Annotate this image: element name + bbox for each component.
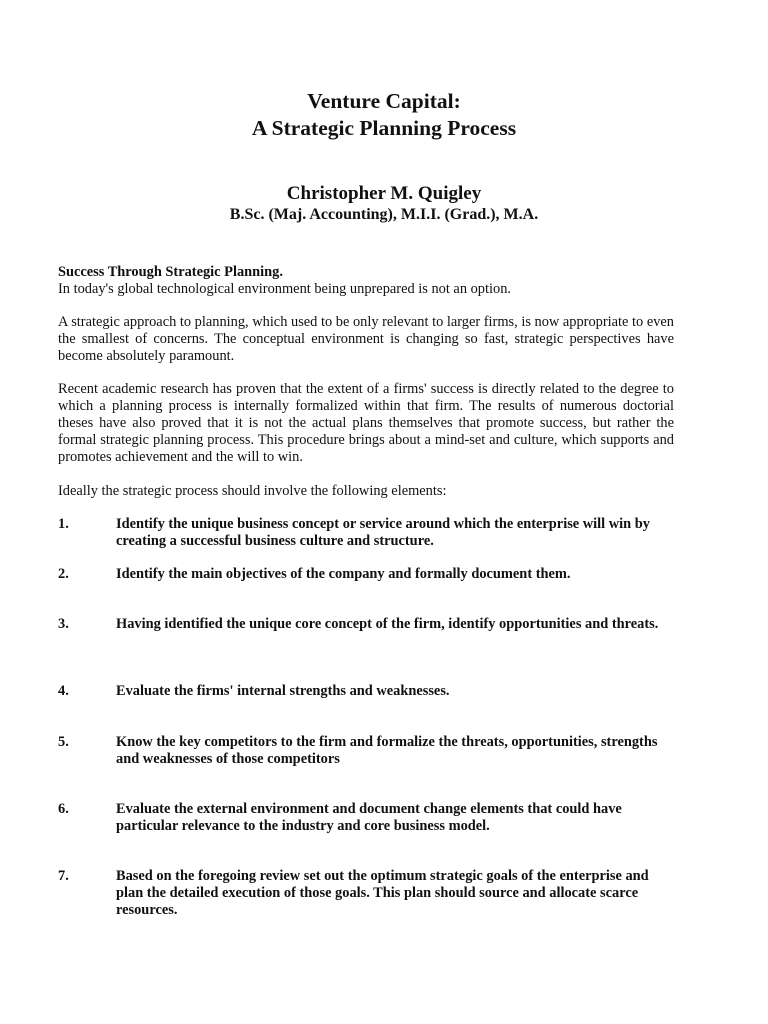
list-item-number: 1. [58, 516, 69, 532]
list-intro: Ideally the strategic process should involve the following elements: [58, 483, 447, 499]
intro-block [58, 264, 674, 298]
list-item-number: 2. [58, 566, 69, 582]
list-item-number: 6. [58, 801, 69, 817]
document-title-line2: A Strategic Planning Process [251, 116, 517, 140]
list-item-number: 3. [58, 616, 69, 632]
paragraph-2: Recent academic research has proven that the extent of a firms' success is directly related to the degree to which a planning process is internally formalized within that firm. The results of numerous doctorial theses have also proved that it is not the actual plans themselves that promote success, but rather the formal strategic planning process. This procedure brings about a mind-set and culture, which supports and promotes achievement and the will to win. [58, 381, 674, 465]
list-item-text: Evaluate the firms' internal strengths and weaknesses. [116, 683, 450, 699]
intro-text: In today's global technological environment being unprepared is not an option. [58, 281, 511, 297]
list-item-number: 5. [58, 734, 69, 750]
list-item-text: Identify the unique business concept or service around which the enterprise will win by creating a successful business culture and structure. [116, 516, 650, 549]
list-item-text: Evaluate the external environment and document change elements that could have particular relevance to the industry and core business model. [116, 801, 622, 834]
section-heading: Success Through Strategic Planning. [58, 264, 283, 280]
list-item-number: 4. [58, 683, 69, 699]
paragraph-1: A strategic approach to planning, which used to be only relevant to larger firms, is now appropriate to even the smallest of concerns. The conceptual environment is changing so fast, strategic perspectives have become absolutely paramount. [58, 314, 674, 364]
list-item-text: Identify the main objectives of the company and formally document them. [116, 566, 571, 582]
list-item-number: 7. [58, 868, 69, 884]
author-name: Christopher M. Quigley [286, 183, 482, 204]
author-credentials: B.Sc. (Maj. Accounting), M.I.I. (Grad.), M.A. [229, 206, 539, 223]
list-item-text: Know the key competitors to the firm and formalize the threats, opportunities, strengths and weaknesses of those competitors [116, 734, 658, 767]
document-title-line1: Venture Capital: [307, 89, 461, 113]
list-item-text: Based on the foregoing review set out the optimum strategic goals of the enterprise and plan the detailed execution of those goals. This plan should source and allocate scarce resources. [116, 868, 649, 918]
list-item-text: Having identified the unique core concept of the firm, identify opportunities and threats. [116, 616, 659, 632]
